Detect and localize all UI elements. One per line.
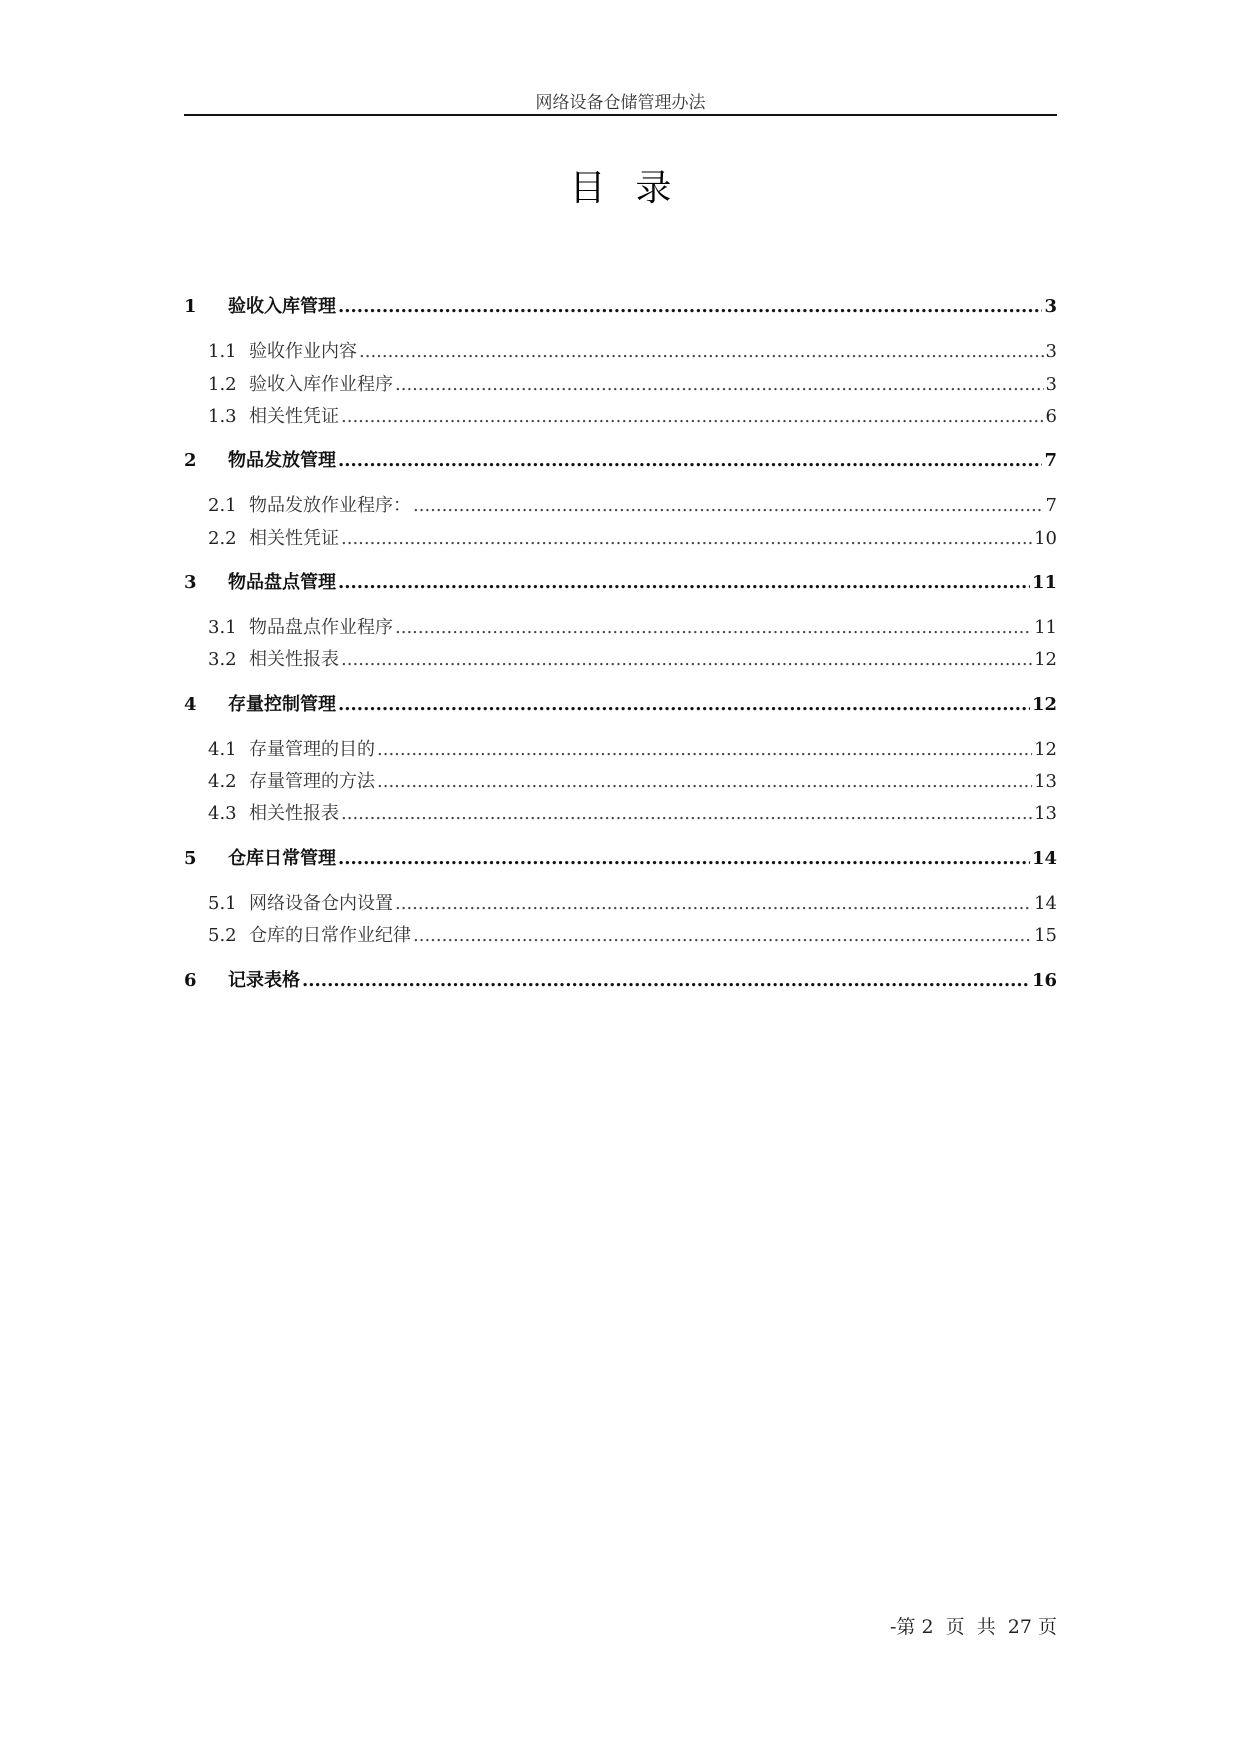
toc-entry-page: 12 — [1034, 649, 1057, 670]
toc-entry-page: 7 — [1044, 450, 1057, 471]
toc-entry-label: 存量管理的方法 — [249, 771, 375, 792]
toc-entry-1-1[interactable] — [184, 337, 1057, 367]
toc-entry-number: 5.1 — [208, 893, 237, 914]
toc-entry-label: 物品发放管理 — [228, 450, 336, 471]
toc-entry-number: 6 — [184, 970, 197, 991]
toc-entry-number: 1.2 — [208, 374, 237, 395]
toc-entry-label: 物品发放作业程序： — [249, 495, 411, 516]
toc-entry-label: 网络设备仓内设置 — [249, 893, 393, 914]
toc-entry-page: 14 — [1031, 848, 1057, 869]
toc-entry-label: 验收入库作业程序 — [249, 374, 393, 395]
toc-entry-page: 12 — [1034, 739, 1057, 760]
table-of-contents — [184, 0, 1057, 1754]
toc-entry-1-3[interactable] — [184, 402, 1057, 432]
toc-entry-number: 1 — [184, 296, 197, 317]
toc-entry-number: 4.2 — [208, 771, 237, 792]
toc-entry-4-2[interactable] — [184, 767, 1057, 797]
toc-entry-2-2[interactable] — [184, 524, 1057, 554]
toc-entry-label: 验收作业内容 — [249, 341, 357, 362]
toc-entry-page: 11 — [1031, 572, 1057, 593]
toc-entry-page: 15 — [1034, 925, 1057, 946]
toc-entry-page: 3 — [1045, 374, 1057, 395]
toc-entry-page: 13 — [1034, 771, 1057, 792]
toc-entry-number: 5 — [184, 848, 197, 869]
toc-entry-label: 存量管理的目的 — [249, 739, 375, 760]
toc-dot-leader — [413, 921, 1032, 951]
toc-entry-number: 5.2 — [208, 925, 237, 946]
toc-dot-leader — [341, 645, 1032, 675]
toc-entry-page: 6 — [1045, 406, 1057, 427]
toc-entry-3-2[interactable] — [184, 645, 1057, 675]
toc-entry-page: 3 — [1044, 296, 1057, 317]
toc-dot-leader — [338, 690, 1030, 720]
toc-dot-leader — [341, 402, 1044, 432]
toc-dot-leader — [395, 370, 1044, 400]
toc-entry-number: 2.1 — [208, 495, 237, 516]
toc-entry-label: 物品盘点作业程序 — [249, 617, 393, 638]
toc-entry-3[interactable] — [184, 568, 1057, 598]
toc-entry-page: 13 — [1034, 803, 1057, 824]
toc-entry-page: 14 — [1034, 893, 1057, 914]
toc-dot-leader — [359, 337, 1044, 367]
toc-dot-leader — [395, 889, 1032, 919]
toc-entry-page: 12 — [1031, 694, 1057, 715]
toc-dot-leader — [302, 966, 1030, 996]
toc-entry-label: 相关性报表 — [249, 803, 339, 824]
toc-entry-4-1[interactable] — [184, 735, 1057, 765]
toc-entry-5-2[interactable] — [184, 921, 1057, 951]
toc-dot-leader — [341, 524, 1032, 554]
toc-entry-page: 10 — [1034, 528, 1057, 549]
toc-dot-leader — [377, 735, 1032, 765]
toc-dot-leader — [413, 491, 1044, 521]
toc-entry-1[interactable] — [184, 292, 1057, 322]
toc-entry-3-1[interactable] — [184, 613, 1057, 643]
toc-entry-5-1[interactable] — [184, 889, 1057, 919]
toc-entry-number: 3 — [184, 572, 197, 593]
toc-entry-5[interactable] — [184, 844, 1057, 874]
toc-entry-1-2[interactable] — [184, 370, 1057, 400]
toc-entry-page: 3 — [1045, 341, 1057, 362]
toc-entry-label: 相关性报表 — [249, 649, 339, 670]
toc-entry-2-1[interactable] — [184, 491, 1057, 521]
toc-dot-leader — [338, 292, 1042, 322]
toc-entry-page: 16 — [1031, 970, 1057, 991]
toc-entry-number: 1.3 — [208, 406, 237, 427]
toc-entry-2[interactable] — [184, 446, 1057, 476]
toc-entry-4-3[interactable] — [184, 799, 1057, 829]
toc-dot-leader — [395, 613, 1032, 643]
toc-entry-number: 2.2 — [208, 528, 237, 549]
toc-dot-leader — [338, 844, 1030, 874]
toc-entry-number: 4.1 — [208, 739, 237, 760]
toc-entry-6[interactable] — [184, 966, 1057, 996]
page-number-footer: -第 2 页 共 27 页 — [889, 1616, 1057, 1638]
toc-entry-4[interactable] — [184, 690, 1057, 720]
toc-entry-label: 仓库的日常作业纪律 — [249, 925, 411, 946]
toc-entry-label: 物品盘点管理 — [228, 572, 336, 593]
toc-entry-number: 4 — [184, 694, 197, 715]
toc-entry-number: 3.1 — [208, 617, 237, 638]
running-header-title: 网络设备仓储管理办法 — [535, 93, 706, 113]
toc-dot-leader — [338, 446, 1042, 476]
toc-dot-leader — [338, 568, 1030, 598]
toc-entry-number: 3.2 — [208, 649, 237, 670]
page-title: 目录 — [569, 168, 702, 209]
toc-entry-page: 7 — [1045, 495, 1057, 516]
toc-entry-label: 记录表格 — [228, 970, 300, 991]
toc-entry-label: 验收入库管理 — [228, 296, 336, 317]
toc-dot-leader — [377, 767, 1032, 797]
toc-entry-number: 2 — [184, 450, 197, 471]
toc-entry-label: 仓库日常管理 — [228, 848, 336, 869]
toc-entry-page: 11 — [1034, 617, 1057, 638]
toc-entry-label: 存量控制管理 — [228, 694, 336, 715]
toc-dot-leader — [341, 799, 1032, 829]
toc-entry-label: 相关性凭证 — [249, 528, 339, 549]
toc-entry-number: 1.1 — [208, 341, 237, 362]
toc-entry-number: 4.3 — [208, 803, 237, 824]
toc-entry-label: 相关性凭证 — [249, 406, 339, 427]
